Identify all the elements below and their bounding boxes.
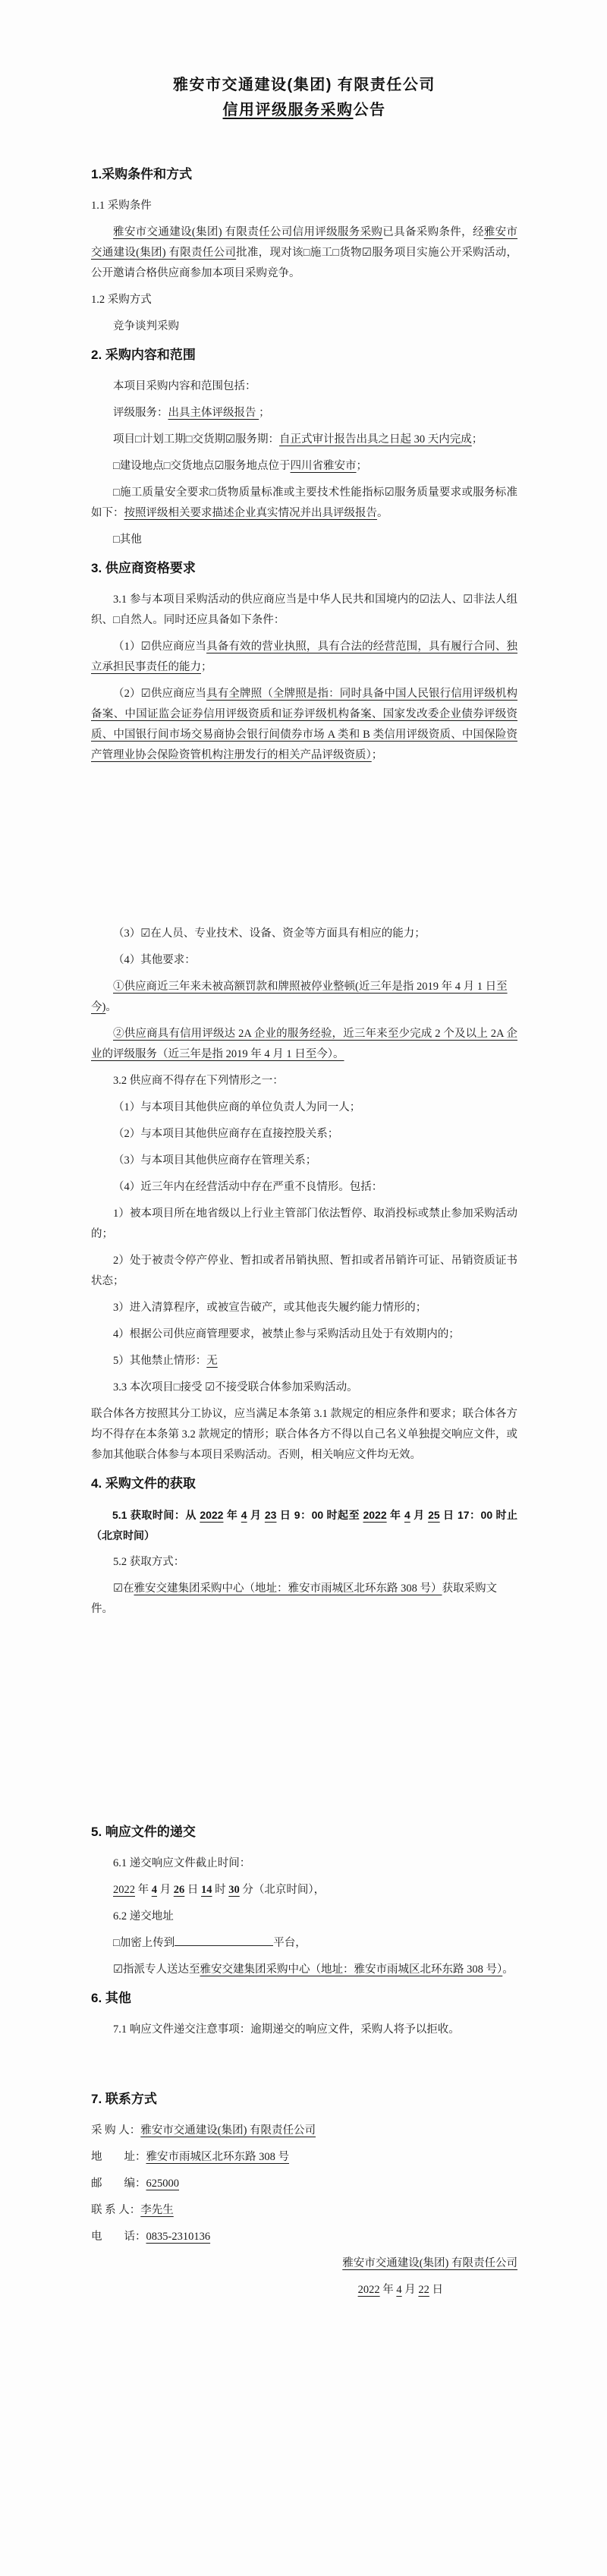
text-run: （2）☑供应商应当	[113, 688, 207, 700]
section-6-heading: 6. 其他	[91, 1991, 131, 2005]
section-7-heading: 7. 联系方式	[91, 2092, 157, 2106]
text-run: 雅安市雨城区北环东路 308 号	[146, 2151, 289, 2163]
contact-person	[91, 2200, 517, 2221]
para-3-1-item-2	[91, 684, 517, 766]
signature-date	[91, 2280, 517, 2300]
text-run: 23	[264, 1509, 277, 1521]
document-title-line1: 雅安市交通建设(集团) 有限责任公司	[173, 77, 436, 93]
text-run: 获取采购文件。	[91, 1582, 497, 1615]
text-run: 按照评级相关要求描述企业真实情况并出具评级报告	[124, 507, 377, 519]
text-run: 联 系 人：	[91, 2204, 141, 2216]
subsection-1-2-heading: 1.2 采购方式	[91, 294, 152, 306]
para-6-2-upload-option	[91, 1933, 517, 1954]
text-run: 雅安交建集团采购中心（地址：雅安市雨城区北环东路 308 号）	[200, 1963, 503, 1976]
para-3-2-heading: 3.2 供应商不得存在下列情形之一：	[113, 1075, 284, 1087]
text-run: 四川省雅安市	[290, 460, 357, 472]
text-run: 雅安交建集团采购中心（地址：雅安市雨城区北环东路 308 号）	[134, 1582, 442, 1595]
para-3-3-consortium: 3.3 本次项目□接受 ☑不接受联合体参加采购活动。	[113, 1381, 358, 1393]
text-run: ☑在	[113, 1582, 134, 1595]
text-run: 邮 编：	[91, 2178, 146, 2190]
text-run: 625000	[146, 2178, 179, 2190]
para-3-2-item-1: （1）与本项目其他供应商的单位负责人为同一人；	[113, 1101, 361, 1113]
text-run: 2022	[200, 1509, 224, 1521]
para-other-checkbox: □其他	[113, 534, 142, 546]
para-3-2-item-2: （2）与本项目其他供应商存在直接控股关系；	[113, 1128, 339, 1140]
text-run: 评级服务：	[113, 407, 168, 419]
para-3-1-item-4: （4）其他要求：	[113, 954, 196, 966]
text-run: 采 购 人：	[91, 2124, 141, 2137]
text-run: 2022	[363, 1509, 387, 1521]
text-run: 批准，现对该□施工□货物☑服务项目实施公开采购活动，公开邀请合格供应商参加本项目采购竞争。	[91, 247, 517, 279]
para-6-1-deadline-date	[91, 1880, 517, 1901]
text-run: 雅安市交通建设(集团) 有限责任公司	[91, 226, 518, 259]
para-scope-intro: 本项目采购内容和范围包括：	[113, 380, 256, 392]
text-run: □加密上传到	[113, 1937, 175, 1949]
fill-in-blank-line	[175, 1935, 273, 1947]
contact-address	[91, 2147, 517, 2168]
text-run: ②供应商具有信用评级达 2A 企业的服务经验，近三年来至少完成 2 个及以上 2A 企业的评级服务（近三年是指 2019 年 4 月 1 日至今）。	[91, 1028, 517, 1060]
text-run: 4	[404, 1509, 410, 1521]
para-service-location	[91, 456, 517, 477]
section-1-heading: 1.采购条件和方式	[91, 167, 193, 181]
para-3-1-item-3: （3）☑在人员、专业技术、设备、资金等方面具有相应的能力；	[113, 927, 426, 940]
text-run: 雅安市交通建设(集团) 有限责任公司信用评级服务采购	[113, 226, 383, 238]
para-service-period	[91, 430, 517, 450]
para-procurement-method: 竞争谈判采购	[113, 320, 179, 332]
text-run: 雅安市交通建设(集团) 有限责任公司	[140, 2124, 316, 2137]
para-6-2-delivery-option	[91, 1960, 517, 1980]
text-run: ☑指派专人送达至	[113, 1963, 200, 1976]
text-run: 信用评级服务采购	[222, 102, 354, 118]
text-run: 日 9：00 时起至	[276, 1509, 363, 1521]
para-3-2-item-3: （3）与本项目其他供应商存在管理关系；	[113, 1154, 317, 1167]
para-3-1-circled-2	[91, 1024, 517, 1065]
text-run: 5）其他禁止情形：	[113, 1355, 207, 1367]
text-run: 。	[377, 507, 388, 519]
section-3-heading: 3. 供应商资格要求	[91, 561, 196, 575]
document-title-line2	[91, 98, 517, 123]
text-run: 4	[241, 1509, 247, 1521]
text-run: 日	[429, 2284, 443, 2296]
contact-buyer	[91, 2121, 517, 2141]
text-run: 年	[379, 2284, 397, 2296]
text-run: 出具主体评级报告	[168, 407, 259, 419]
text-run: 4	[396, 2284, 402, 2296]
text-run: 4	[151, 1884, 157, 1896]
text-run: 公告	[353, 102, 386, 118]
text-run: 具有全牌照（全牌照是指：同时具备中国人民银行信用评级机构备案、中国证监会证券信用评级资质和证券评级机构备案、国家发改委企业债券评级资质、中国银行间市场交易商协会银行间债券市场 A 类和 B 类信用评级资质、中国保险资产管理业协会保险资管机构注册发行的相关产品评级资质）	[91, 688, 517, 761]
text-run: 已具备采购条件，经	[382, 226, 484, 238]
section-4-heading: 4. 采购文件的获取	[91, 1476, 196, 1491]
text-run: □建设地点□交货地点☑服务地点位于	[113, 460, 291, 472]
text-run: □施工质量安全要求□货物质量标准或主要技术性能指标☑服务质量要求或服务标准如下：	[91, 487, 517, 519]
text-run: ；	[471, 433, 483, 446]
para-5-1-obtain-time	[91, 1505, 517, 1546]
text-run: 月	[401, 2284, 419, 2296]
para-3-2-sub-3: 3）进入清算程序，或被宣告破产，或其他丧失履约能力情形的；	[113, 1302, 427, 1314]
text-run: 2022	[113, 1884, 135, 1896]
page-break-gap-1	[91, 772, 517, 924]
text-run: ；	[201, 661, 212, 673]
text-run: 年	[135, 1884, 152, 1896]
text-run: 22	[418, 2284, 429, 2296]
para-3-1-item-1	[91, 637, 517, 678]
para-3-2-sub-1: 1）被本项目所在地省级以上行业主管部门依法暂停、取消投标或禁止参加采购活动的；	[91, 1208, 517, 1240]
text-run: 0835-2310136	[146, 2231, 211, 2243]
document-title	[91, 73, 517, 123]
text-run: 分（北京时间），	[239, 1884, 326, 1896]
text-run: 日	[184, 1884, 201, 1896]
text-run: 日 17：00 时止（北京时间）	[91, 1509, 518, 1542]
text-run: 5.1 获取时间：从	[112, 1509, 200, 1521]
para-rating-service	[91, 403, 517, 424]
text-run: 14	[201, 1884, 212, 1896]
text-run: 电 话：	[91, 2231, 146, 2243]
text-run: 25	[428, 1509, 440, 1521]
text-run: ①供应商近三年来未被高额罚款和牌照被停业整顿(近三年是指 2019 年 4 月 1 日至今)	[91, 981, 508, 1013]
text-run: 自正式审计报告出具之日起 30 天内完成	[279, 433, 472, 446]
para-3-3-consortium-detail: 联合体各方按照其分工协议，应当满足本条第 3.1 款规定的相应条件和要求；联合体各方均不得存在本条第 3.2 款规定的情形；联合体各方不得以自己名义单独提交响应文件，或参加其他联合体参与本项目采购活动。否则，相关响应文件均无效。	[91, 1408, 517, 1461]
text-run: 月	[157, 1884, 174, 1896]
page-break-gap-2	[91, 1626, 517, 1814]
para-procurement-conditions	[91, 222, 517, 284]
text-run: 时	[212, 1884, 229, 1896]
para-3-1-supplier-qualification: 3.1 参与本项目采购活动的供应商应当是中华人民共和国境内的☑法人、☑非法人组织、□自然人。同时还应具备如下条件：	[91, 594, 517, 626]
text-run: 地 址：	[91, 2151, 146, 2163]
text-run: 。	[502, 1963, 514, 1976]
para-6-2-address-heading: 6.2 递交地址	[113, 1910, 174, 1923]
text-run: 26	[173, 1884, 185, 1896]
text-run: 年	[386, 1509, 404, 1521]
contact-phone	[91, 2227, 517, 2247]
text-run: 30	[228, 1884, 240, 1896]
text-run: 雅安市交通建设(集团) 有限责任公司	[342, 2257, 517, 2269]
para-3-2-item-4: （4）近三年内在经营活动中存在严重不良情形。包括：	[113, 1181, 383, 1193]
section-gap-3	[91, 2046, 517, 2081]
text-run: 月	[410, 1509, 429, 1521]
para-3-1-circled-1	[91, 977, 517, 1018]
text-run: ；	[371, 749, 383, 761]
text-run: 无	[206, 1355, 218, 1367]
para-6-1-deadline-heading: 6.1 递交响应文件截止时间：	[113, 1857, 251, 1869]
para-3-2-sub-4: 4）根据公司供应商管理要求，被禁止参与采购活动且处于有效期内的；	[113, 1328, 460, 1340]
text-run: 项目□计划工期□交货期☑服务期：	[113, 433, 280, 446]
contact-zip	[91, 2174, 517, 2194]
subsection-1-1-heading: 1.1 采购条件	[91, 200, 152, 212]
para-3-2-sub-5	[91, 1351, 517, 1371]
text-run: 月	[247, 1509, 265, 1521]
section-5-heading: 5. 响应文件的递交	[91, 1825, 196, 1839]
text-run: （1）☑供应商应当	[113, 641, 207, 653]
text-run: 。	[105, 1001, 117, 1013]
text-run: 年	[223, 1509, 241, 1521]
section-2-heading: 2. 采购内容和范围	[91, 348, 196, 362]
para-5-2-obtain-location	[91, 1579, 517, 1620]
text-run: 平台，	[273, 1937, 307, 1949]
text-run: 具备有效的营业执照，具有合法的经营范围，具有履行合同、独立承担民事责任的能力	[91, 641, 517, 673]
signature-company	[91, 2253, 517, 2274]
para-3-2-sub-2: 2）处于被责令停产停业、暂扣或者吊销执照、暂扣或者吊销许可证、吊销资质证书状态；	[91, 1255, 517, 1287]
text-run: ；	[259, 407, 270, 419]
text-run: 李先生	[140, 2204, 174, 2216]
para-7-1-notice: 7.1 响应文件递交注意事项：逾期递交的响应文件，采购人将予以拒收。	[113, 2023, 460, 2036]
para-5-2-obtain-method: 5.2 获取方式：	[113, 1556, 185, 1568]
text-run: 2022	[357, 2284, 380, 2296]
text-run: ；	[356, 460, 368, 472]
para-service-standard	[91, 483, 517, 524]
